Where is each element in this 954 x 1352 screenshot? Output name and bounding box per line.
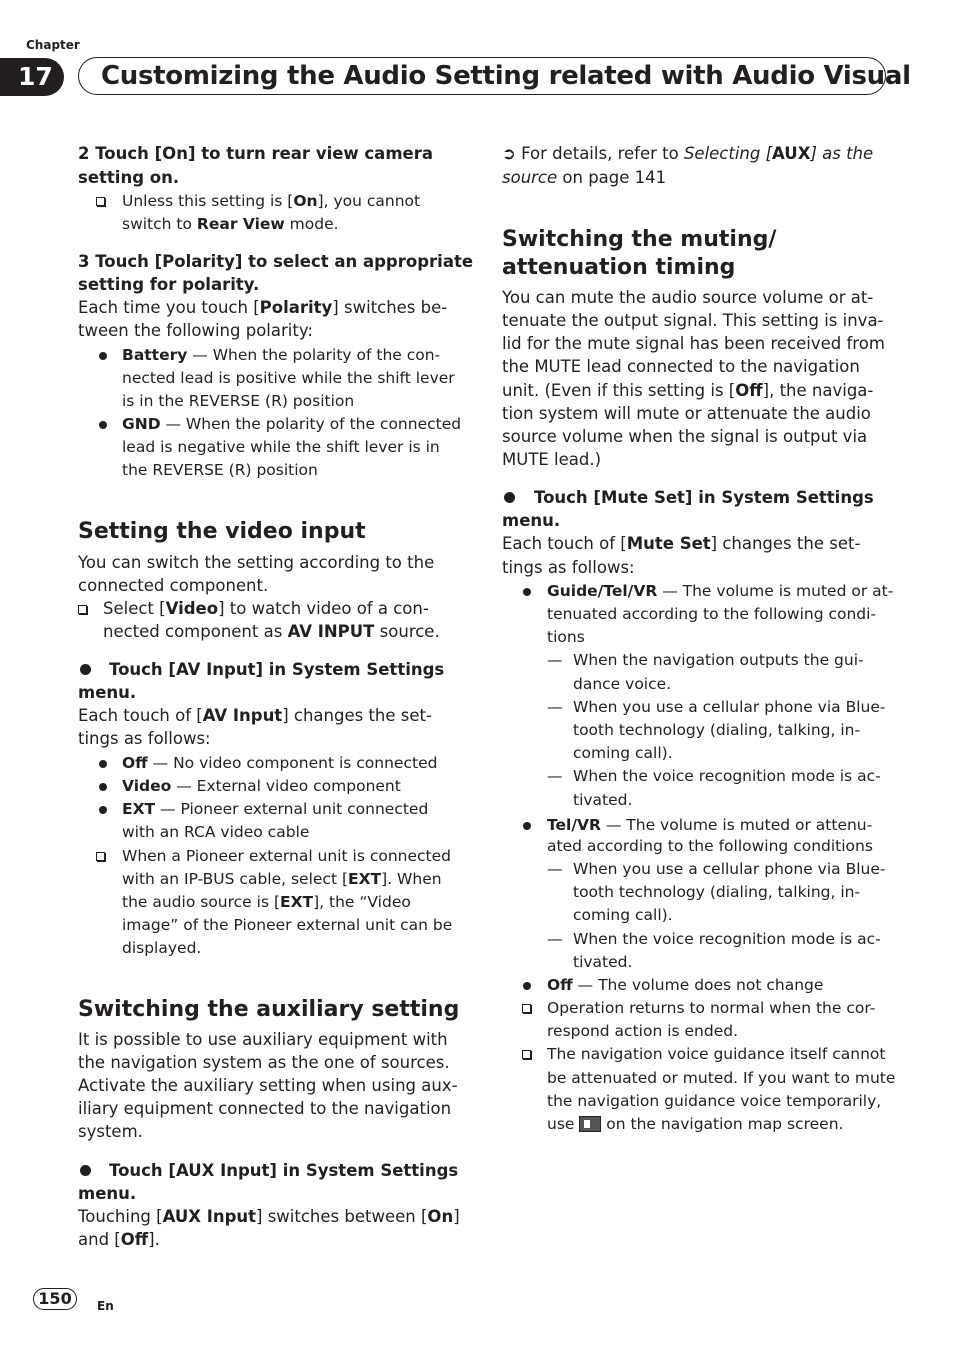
video-paragraph: You can switch the setting according to the: [78, 553, 435, 572]
ext-note-line5: displayed.: [122, 939, 202, 957]
mute-paragraph-line8: MUTE lead.): [502, 450, 602, 469]
guide-cond-3-line2: tivated.: [573, 791, 633, 809]
telvr-cond-2: When the voice recognition mode is ac-: [573, 930, 881, 948]
aux-input-step: Touch [AUX Input] in System Settings: [109, 1161, 459, 1180]
guide-cond-2-line3: coming call).: [573, 744, 673, 762]
bullet-icon: [523, 814, 531, 836]
heading-muting-line2: attenuation timing: [502, 255, 736, 280]
heading-muting: Switching the muting/: [502, 227, 777, 252]
mute-paragraph2: Each touch of [Mute Set] changes the set-: [502, 534, 861, 553]
av-option-ext-line2: with an RCA video cable: [122, 823, 310, 841]
option-guide-line2: tenuated according to the following condi-: [547, 605, 877, 623]
heading-video-input: Setting the video input: [78, 519, 366, 544]
bullet-icon: [99, 798, 107, 820]
bullet-gnd-line2: lead is negative while the shift lever is in: [122, 438, 440, 456]
mute-paragraph-line6: tion system will mute or attenuate the audio: [502, 404, 871, 423]
guide-cond-1-line2: dance voice.: [573, 675, 672, 693]
guide-cond-2: When you use a cellular phone via Blue-: [573, 698, 886, 716]
telvr-cond-2-line2: tivated.: [573, 953, 633, 971]
mute-paragraph-line2: tenuate the output signal. This setting is inva-: [502, 311, 884, 330]
polarity-paragraph-line2: tween the following polarity:: [78, 321, 313, 340]
video-note: Select [Video] to watch video of a con-: [103, 599, 429, 618]
note-checkbox-icon: [96, 845, 105, 867]
note-checkbox-icon: [78, 598, 87, 620]
ext-note-line4: image” of the Pioneer external unit can be: [122, 916, 453, 934]
step-disc-icon: [504, 487, 515, 509]
telvr-cond-1-line2: tooth technology (dialing, talking, in-: [573, 883, 861, 901]
step-disc-icon: [80, 659, 91, 681]
note-checkbox-icon: [522, 1043, 531, 1065]
av-paragraph-line2: tings as follows:: [78, 729, 211, 748]
mute-paragraph-line4: the MUTE lead connected to the navigation: [502, 357, 860, 376]
option-tel-vr: Tel/VR — The volume is muted or attenu-: [547, 816, 873, 834]
ext-note: When a Pioneer external unit is connected: [122, 847, 451, 865]
av-input-step-line2: menu.: [78, 683, 137, 702]
mute-paragraph-line5: unit. (Even if this setting is [Off], the naviga-: [502, 381, 874, 400]
arrow-icon: ➲: [502, 144, 522, 163]
note-voice-guidance-line4: use on the navigation map screen.: [547, 1115, 844, 1133]
aux-paragraph2: Touching [AUX Input] switches between [On]: [78, 1207, 460, 1226]
note-checkbox-icon: [96, 190, 105, 212]
step-3-heading-line2: setting for polarity.: [78, 275, 260, 294]
aux-paragraph-line3: Activate the auxiliary setting when using aux-: [78, 1076, 458, 1095]
bullet-icon: [99, 775, 107, 797]
dash-icon: —: [547, 767, 563, 785]
mute-set-step: Touch [Mute Set] in System Settings: [534, 488, 874, 507]
aux-paragraph-line4: iliary equipment connected to the navigation: [78, 1099, 452, 1118]
polarity-paragraph: Each time you touch [Polarity] switches be-: [78, 298, 448, 317]
aux-paragraph2-line2: and [Off].: [78, 1230, 160, 1249]
reference-link[interactable]: ➲ For details, refer to Selecting [AUX] as the: [502, 144, 874, 163]
bullet-icon: [523, 580, 531, 602]
ext-note-line2: with an IP-BUS cable, select [EXT]. When: [122, 870, 442, 888]
speaker-icon: [579, 1116, 601, 1132]
note-rear-view: Unless this setting is [On], you cannot: [122, 192, 421, 210]
step-2-heading: 2 Touch [On] to turn rear view camera: [78, 144, 433, 163]
mute-paragraph-line3: lid for the mute signal has been received from: [502, 334, 885, 353]
note-voice-guidance-line2: be attenuated or muted. If you want to mute: [547, 1069, 896, 1087]
guide-cond-2-line2: tooth technology (dialing, talking, in-: [573, 721, 861, 739]
video-note-line2: nected component as AV INPUT source.: [103, 622, 440, 641]
dash-icon: —: [547, 698, 563, 716]
telvr-cond-1: When you use a cellular phone via Blue-: [573, 860, 886, 878]
note-checkbox-icon: [522, 997, 531, 1019]
bullet-battery-line3: is in the REVERSE (R) position: [122, 392, 355, 410]
chapter-title: Customizing the Audio Setting related with Audio Visual: [101, 61, 911, 91]
mute-paragraph-line7: source volume when the signal is output via: [502, 427, 868, 446]
option-tel-vr-line2: ated according to the following conditions: [547, 837, 873, 855]
note-voice-guidance: The navigation voice guidance itself cannot: [547, 1045, 886, 1063]
mute-set-step-line2: menu.: [502, 511, 561, 530]
step-disc-icon: [80, 1160, 91, 1182]
aux-paragraph-line5: system.: [78, 1122, 143, 1141]
mute-paragraph: You can mute the audio source volume or at-: [502, 288, 874, 307]
bullet-gnd: GND — When the polarity of the connected: [122, 415, 462, 433]
step-3-heading: 3 Touch [Polarity] to select an appropriate: [78, 252, 474, 271]
option-off: Off — The volume does not change: [547, 976, 824, 994]
note-operation-returns-line2: respond action is ended.: [547, 1022, 739, 1040]
av-paragraph: Each touch of [AV Input] changes the set-: [78, 706, 432, 725]
bullet-battery: Battery — When the polarity of the con-: [122, 346, 441, 364]
note-voice-guidance-line3: the navigation guidance voice temporarily,: [547, 1092, 882, 1110]
ext-note-line3: the audio source is [EXT], the “Video: [122, 893, 411, 911]
dash-icon: —: [547, 651, 563, 669]
chapter-number: 17: [0, 58, 64, 96]
telvr-cond-1-line3: coming call).: [573, 906, 673, 924]
av-input-step: Touch [AV Input] in System Settings: [109, 660, 445, 679]
aux-input-step-line2: menu.: [78, 1184, 137, 1203]
option-guide-line3: tions: [547, 628, 585, 646]
chapter-label: Chapter: [26, 38, 80, 52]
note-operation-returns: Operation returns to normal when the cor-: [547, 999, 876, 1017]
aux-paragraph-line2: the navigation system as the one of sources.: [78, 1053, 450, 1072]
note-rear-view-line2: switch to Rear View mode.: [122, 215, 339, 233]
page-number: 150: [33, 1288, 77, 1310]
video-paragraph-line2: connected component.: [78, 576, 269, 595]
heading-auxiliary: Switching the auxiliary setting: [78, 997, 460, 1022]
bullet-gnd-line3: the REVERSE (R) position: [122, 461, 318, 479]
bullet-icon: [99, 344, 107, 366]
bullet-icon: [523, 974, 531, 996]
aux-paragraph: It is possible to use auxiliary equipment with: [78, 1030, 448, 1049]
av-option-video: Video — External video component: [122, 777, 401, 795]
guide-cond-3: When the voice recognition mode is ac-: [573, 767, 881, 785]
reference-link-line2[interactable]: source on page 141: [502, 168, 667, 187]
step-2-heading-line2: setting on.: [78, 168, 180, 187]
bullet-battery-line2: nected lead is positive while the shift lever: [122, 369, 455, 387]
mute-paragraph2-line2: tings as follows:: [502, 558, 635, 577]
av-option-ext: EXT — Pioneer external unit connected: [122, 800, 429, 818]
av-option-off: Off — No video component is connected: [122, 754, 438, 772]
guide-cond-1: When the navigation outputs the gui-: [573, 651, 864, 669]
bullet-icon: [99, 413, 107, 435]
dash-icon: —: [547, 860, 563, 878]
chapter-title-box: [78, 57, 911, 95]
dash-icon: —: [547, 930, 563, 948]
option-guide-tel-vr: Guide/Tel/VR — The volume is muted or at-: [547, 582, 894, 600]
bullet-icon: [99, 752, 107, 774]
language-label: En: [97, 1299, 114, 1313]
